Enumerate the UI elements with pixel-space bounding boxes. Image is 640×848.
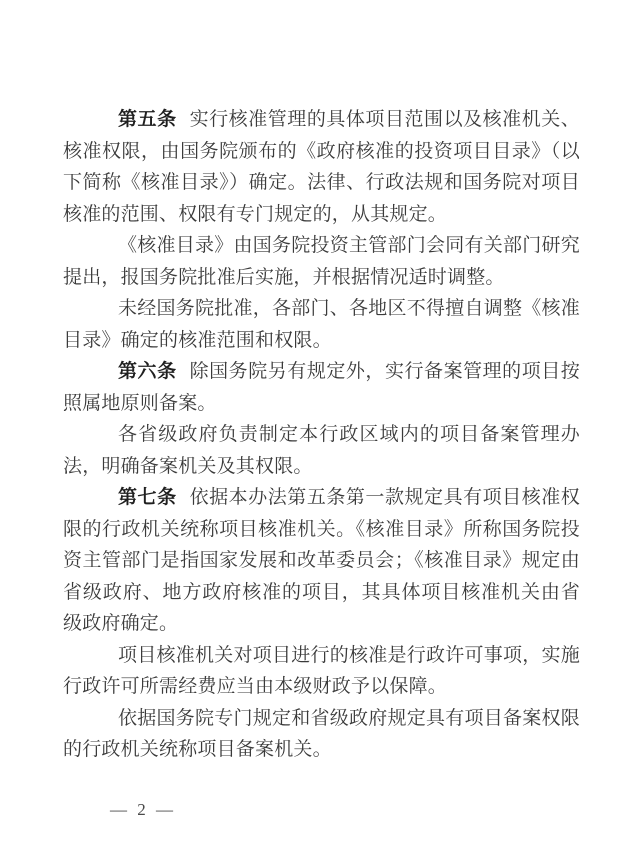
paragraph-text: 依据本办法第五条第一款规定具有项目核准权限的行政机关统称项目核准机关。《核准目录》所称国务院投资主管部门是指国家发展和改革委员会；《核准目录》规定由省级政府、地方政府核准的项目，其具体项目核准机关由省级政府确定。 bbox=[63, 487, 580, 634]
paragraph-text: 各省级政府负责制定本行政区域内的项目备案管理办法，明确备案机关及其权限。 bbox=[63, 424, 580, 477]
paragraph-article-7 bbox=[63, 482, 580, 640]
paragraph-text: 项目核准机关对项目进行的核准是行政许可事项，实施行政许可所需经费应当由本级财政予以保障。 bbox=[63, 644, 580, 697]
paragraph bbox=[63, 293, 580, 356]
paragraph-text: 除国务院另有规定外，实行备案管理的项目按照属地原则备案。 bbox=[63, 361, 580, 414]
article-number-label: 第七条 bbox=[118, 487, 177, 508]
paragraph-text: 《核准目录》由国务院投资主管部门会同有关部门研究提出，报国务院批准后实施，并根据情况适时调整。 bbox=[63, 235, 580, 288]
article-number-label: 第五条 bbox=[118, 109, 177, 130]
paragraph-text: 实行核准管理的具体项目范围以及核准机关、核准权限，由国务院颁布的《政府核准的投资项目目录》（以下简称《核准目录》）确定。法律、行政法规和国务院对项目核准的范围、权限有专门规定的，从其规定。 bbox=[63, 109, 580, 225]
paragraph bbox=[63, 640, 580, 703]
paragraph bbox=[63, 703, 580, 766]
paragraph-article-5 bbox=[63, 104, 580, 230]
paragraph-text: 未经国务院批准，各部门、各地区不得擅自调整《核准目录》确定的核准范围和权限。 bbox=[63, 298, 580, 351]
article-number-label: 第六条 bbox=[118, 361, 177, 382]
paragraph bbox=[63, 230, 580, 293]
paragraph-text: 依据国务院专门规定和省级政府规定具有项目备案权限的行政机关统称项目备案机关。 bbox=[63, 707, 580, 760]
page-number: — 2 — bbox=[110, 800, 176, 819]
paragraph bbox=[63, 419, 580, 482]
document-text-block bbox=[63, 104, 580, 766]
paragraph-article-6 bbox=[63, 356, 580, 419]
